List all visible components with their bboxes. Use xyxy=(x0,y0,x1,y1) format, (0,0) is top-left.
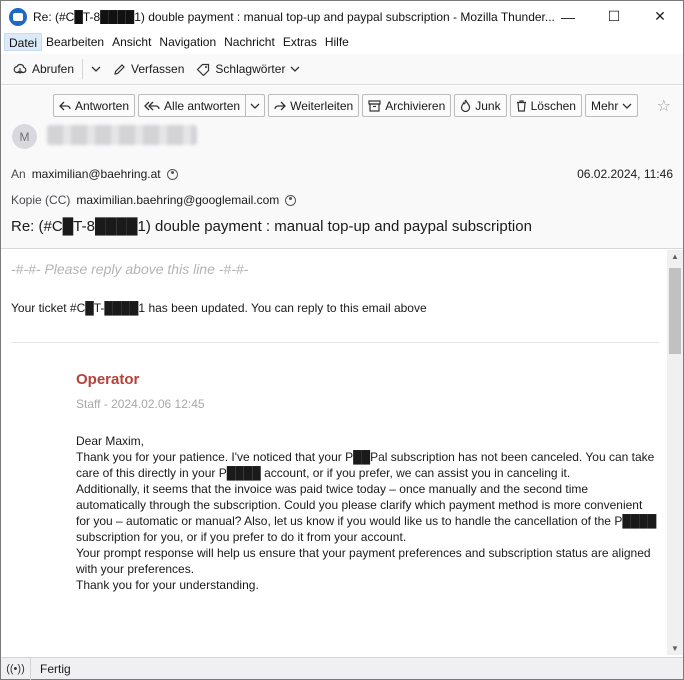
reply-all-label: Alle antworten xyxy=(164,98,241,113)
tags-label: Schlagwörter xyxy=(215,62,286,76)
fire-icon xyxy=(460,99,471,112)
thunderbird-logo-icon xyxy=(9,8,27,26)
message-body xyxy=(1,250,667,655)
toolbar-separator xyxy=(82,59,83,79)
archive-icon xyxy=(368,100,381,112)
star-icon[interactable]: ☆ xyxy=(656,98,671,115)
avatar: M xyxy=(12,124,37,149)
title-bar xyxy=(1,1,683,32)
message-paragraph: Thank you for your understanding. xyxy=(76,578,259,592)
fetch-dropdown-button[interactable] xyxy=(85,57,107,81)
reply-marker: -#-#- Please reply above this line -#-#- xyxy=(11,261,249,277)
chevron-down-icon xyxy=(290,66,300,72)
message-subject: Re: (#C█T-8████1) double payment : manual top-up and paypal subscription xyxy=(11,218,532,235)
menu-nachricht[interactable]: Nachricht xyxy=(224,35,275,49)
forward-icon xyxy=(274,101,286,111)
menu-extras[interactable]: Extras xyxy=(282,35,317,49)
main-toolbar xyxy=(1,54,683,85)
compose-button[interactable] xyxy=(107,57,190,81)
message-paragraph: Dear Maxim, xyxy=(76,434,145,448)
author-name: Operator xyxy=(76,371,140,388)
message-actions xyxy=(53,94,638,117)
delete-label: Löschen xyxy=(530,98,576,113)
reply-all-button[interactable] xyxy=(138,94,245,117)
author-meta: Staff - 2024.02.06 12:45 xyxy=(76,397,205,411)
menu-ansicht[interactable]: Ansicht xyxy=(112,35,152,49)
ticket-update-text: Your ticket #C█T-████1 has been updated. You can reply to this email above xyxy=(11,301,427,315)
chevron-down-icon xyxy=(91,66,101,72)
cc-address[interactable]: maximilian.baehring@googlemail.com xyxy=(76,193,280,207)
status-bar xyxy=(1,657,683,679)
more-button[interactable] xyxy=(585,94,638,117)
reply-all-dropdown[interactable] xyxy=(245,94,265,117)
scrollbar-thumb[interactable] xyxy=(669,268,681,354)
message-date: 06.02.2024, 11:46 xyxy=(577,167,673,181)
chevron-down-icon xyxy=(250,103,260,109)
reply-all-icon xyxy=(144,101,160,111)
vertical-scrollbar[interactable] xyxy=(667,250,683,655)
archive-label: Archivieren xyxy=(385,98,446,113)
reply-button[interactable] xyxy=(53,94,135,117)
window-controls xyxy=(545,1,683,32)
contact-icon[interactable] xyxy=(167,169,178,180)
reply-icon xyxy=(59,101,71,111)
more-label: Mehr xyxy=(590,98,619,113)
status-text: Fertig xyxy=(40,661,71,676)
to-address[interactable]: maximilian@baehring.at xyxy=(31,167,161,181)
compose-label: Verfassen xyxy=(131,62,185,76)
menu-bearbeiten[interactable]: Bearbeiten xyxy=(46,35,105,49)
cc-row xyxy=(11,193,296,207)
menu-navigation[interactable]: Navigation xyxy=(159,35,217,49)
contact-icon[interactable] xyxy=(285,195,296,206)
reply-all-split xyxy=(138,94,265,117)
to-label: An xyxy=(11,167,26,181)
message-text xyxy=(76,433,659,593)
window-title: Re: (#C█T-8████1) double payment : manual top-up and paypal subscription - Mozilla Thunder... xyxy=(33,9,555,24)
chevron-down-icon xyxy=(622,103,632,109)
message-paragraph: Your prompt response will help us ensure that your payment preferences and subscription status are aligned with your preferences. xyxy=(76,546,651,576)
message-header xyxy=(1,86,683,249)
scroll-up-arrow-icon[interactable]: ▲ xyxy=(671,252,679,261)
tags-button[interactable] xyxy=(190,57,306,81)
divider xyxy=(11,342,659,343)
trash-icon xyxy=(516,100,527,112)
junk-button[interactable] xyxy=(454,94,506,117)
reply-label: Antworten xyxy=(75,98,130,113)
tag-icon xyxy=(196,63,210,76)
cloud-download-icon xyxy=(13,63,27,75)
junk-label: Junk xyxy=(475,98,501,113)
message-paragraph: Thank you for your patience. I've noticed that your P██Pal subscription has not been canceled. You can take care of this directly in your P████ account, or if you prefer, we can assist you in canceling it. xyxy=(76,450,655,480)
minimize-button[interactable]: — xyxy=(561,8,575,25)
forward-button[interactable] xyxy=(268,94,359,117)
online-status-icon[interactable]: ((•)) xyxy=(1,658,31,680)
menu-hilfe[interactable]: Hilfe xyxy=(324,35,349,49)
sender-name-redacted[interactable] xyxy=(47,125,197,145)
menu-bar xyxy=(1,32,683,52)
pencil-icon xyxy=(113,63,126,76)
menu-datei[interactable]: Datei xyxy=(4,33,42,51)
fetch-label: Abrufen xyxy=(32,62,75,76)
cc-label: Kopie (CC) xyxy=(11,193,71,207)
delete-button[interactable] xyxy=(510,94,582,117)
fetch-button[interactable] xyxy=(7,57,80,81)
to-row xyxy=(11,167,178,181)
scroll-down-arrow-icon[interactable]: ▼ xyxy=(671,644,679,653)
maximize-button[interactable]: ☐ xyxy=(607,8,621,24)
forward-label: Weiterleiten xyxy=(290,98,354,113)
archive-button[interactable] xyxy=(362,94,451,117)
message-paragraph: Additionally, it seems that the invoice was paid twice today – once manually and the second time automatically through the subscription. Could you please clarify which payment method is more convenient for you – automatic or manual? Also, let us know if you would like us to handle the cancellation of the P████ subscription for you, or if you prefer to do it from your account. xyxy=(76,482,657,544)
close-button[interactable]: ✕ xyxy=(654,8,666,24)
